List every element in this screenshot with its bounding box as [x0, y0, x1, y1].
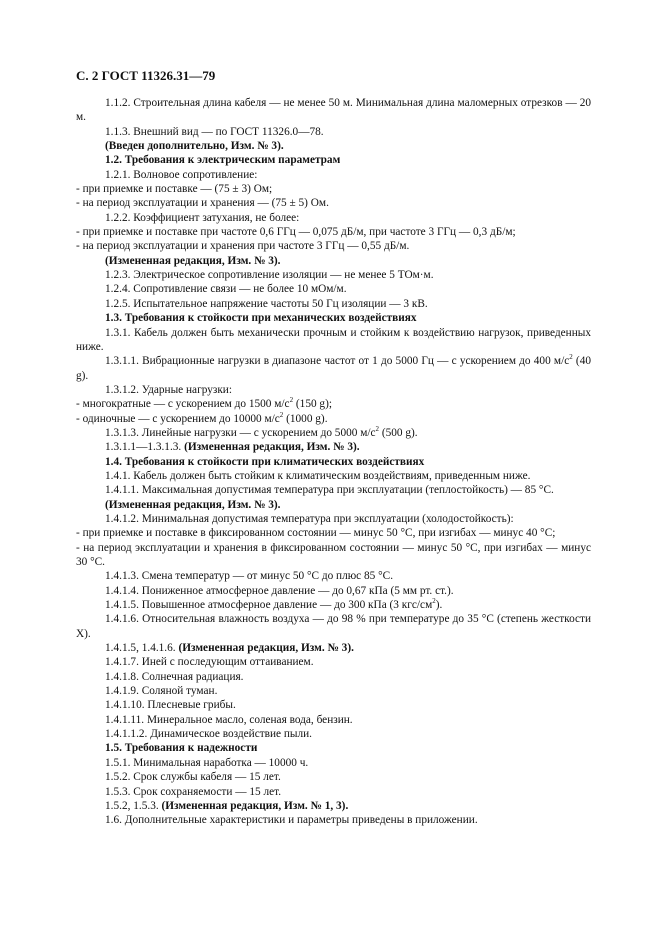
- document-body: [76, 96, 591, 828]
- clause-1-4-1-10: 1.4.1.10. Плесневые грибы.: [105, 699, 236, 712]
- clause-1-4-1-9: 1.4.1.9. Соляной туман.: [105, 685, 218, 698]
- clause-ref: 1.3.1.1—1.3.1.3.: [105, 441, 185, 454]
- clause-text: 1.3.1.1. Вибрационные нагрузки в диапазоне частот от 1 до 5000 Гц — с ускорением до 400 м/с: [105, 355, 570, 368]
- clause-1-2-1: 1.2.1. Волновое сопротивление:: [105, 168, 258, 181]
- clause-1-4-1-3: 1.4.1.3. Смена температур — от минус 50 °С до плюс 85 °С.: [105, 570, 394, 583]
- clause-1-2-3: 1.2.3. Электрическое сопротивление изоляции — не менее 5 ТОм·м.: [105, 269, 434, 282]
- clause-1-6: 1.6. Дополнительные характеристики и параметры приведены в приложении.: [105, 814, 478, 827]
- amendment-note: (Измененная редакция, Изм. № 3).: [105, 498, 281, 511]
- clause-1-3-1-2: 1.3.1.2. Ударные нагрузки:: [105, 383, 232, 396]
- list-item: - при приемке и поставке в фиксированном состоянии — минус 50 °С, при изгибах — минус 40 °С;: [76, 527, 556, 540]
- clause-1-3-1-1: [76, 354, 591, 383]
- section-heading-1-5: 1.5. Требования к надежности: [105, 742, 258, 755]
- clause-1-5-3: 1.5.3. Срок сохраняемости — 15 лет.: [105, 785, 282, 798]
- clause-1-2-4: 1.2.4. Сопротивление связи — не более 10 мОм/м.: [105, 283, 347, 296]
- clause-1-5-1: 1.5.1. Минимальная наработка — 10000 ч.: [105, 756, 309, 769]
- clause-1-4-1-1: 1.4.1.1. Максимальная допустимая температура при эксплуатации (теплостойкость) — 85 °С.: [105, 484, 554, 497]
- clause-text: 1.3.1.3. Линейные нагрузки — с ускорением до 5000 м/с: [105, 426, 376, 439]
- clause-1-1-2: 1.1.2. Строительная длина кабеля — не менее 50 м. Минимальная длина маломерных отрезков — 20 м.: [76, 97, 591, 124]
- clause-text: (150 g);: [293, 398, 332, 411]
- clause-1-3-1-3: [76, 426, 591, 440]
- clause-1-4-1-7: 1.4.1.7. Иней с последующим оттаиванием.: [105, 656, 314, 669]
- list-item: - при приемке и поставке — (75 ± 3) Ом;: [76, 183, 273, 196]
- clause-1-4-1-8: 1.4.1.8. Солнечная радиация.: [105, 670, 244, 683]
- amendment-note: (Измененная редакция, Изм. № 1, 3).: [161, 799, 349, 812]
- amendment-line: [76, 641, 591, 655]
- clause-1-4-1: 1.4.1. Кабель должен быть стойким к климатическим воздействиям, приведенным ниже.: [105, 469, 531, 482]
- clause-ref: 1.4.1.5, 1.4.1.6.: [105, 642, 179, 655]
- list-item: - на период эксплуатации и хранения при частоте 3 ГГц — 0,55 дБ/м.: [76, 240, 410, 253]
- clause-1-4-1-6: 1.4.1.6. Относительная влажность воздуха — до 98 % при температуре до 35 °С (степень жесткости X).: [76, 613, 591, 640]
- list-item: - при приемке и поставке при частоте 0,6 ГГц — 0,075 дБ/м, при частоте 3 ГГц — 0,3 дБ/м;: [76, 226, 516, 239]
- superscript: 2: [432, 597, 436, 606]
- superscript: 2: [569, 353, 573, 362]
- page-header: С. 2 ГОСТ 11326.31—79: [76, 68, 216, 83]
- clause-1-4-1-11: 1.4.1.11. Минеральное масло, соленая вода, бензин.: [105, 713, 353, 726]
- amendment-line: [76, 799, 591, 813]
- clause-1-3-1: 1.3.1. Кабель должен быть механически прочным и стойким к воздействию нагрузок, приведенных ниже.: [76, 326, 591, 353]
- clause-1-4-1-1-2: 1.4.1.1.2. Динамическое воздействие пыли.: [105, 728, 313, 741]
- section-heading-1-3: 1.3. Требования к стойкости при механических воздействиях: [105, 312, 417, 325]
- clause-1-2-5: 1.2.5. Испытательное напряжение частоты 50 Гц изоляции — 3 кВ.: [105, 297, 428, 310]
- clause-1-5-2: 1.5.2. Срок службы кабеля — 15 лет.: [105, 771, 281, 784]
- clause-text: - многократные — с ускорением до 1500 м/с: [76, 398, 290, 411]
- superscript: 2: [279, 410, 284, 419]
- amendment-line: [76, 440, 591, 454]
- clause-text: (40 g).: [76, 355, 591, 382]
- clause-1-4-1-4: 1.4.1.4. Пониженное атмосферное давление — до 0,67 кПа (5 мм рт. ст.).: [105, 584, 454, 597]
- list-item: - на период эксплуатации и хранения — (75 ± 5) Ом.: [76, 197, 329, 210]
- amendment-note: (Измененная редакция, Изм. № 3).: [178, 642, 354, 655]
- clause-1-4-1-2: 1.4.1.2. Минимальная допустимая температура при эксплуатации (холодостойкость):: [105, 512, 514, 525]
- amendment-note: (Измененная редакция, Изм. № 3).: [184, 441, 360, 454]
- list-item: [76, 412, 591, 426]
- amendment-note: (Измененная редакция, Изм. № 3).: [105, 254, 281, 267]
- clause-text: (1000 g).: [283, 412, 328, 425]
- clause-text: 1.4.1.5. Повышенное атмосферное давление — до 300 кПа (3 кгс/см: [105, 599, 433, 612]
- list-item: [76, 397, 591, 411]
- superscript: 2: [289, 396, 294, 405]
- clause-1-4-1-5: [76, 598, 591, 612]
- section-heading-1-2: 1.2. Требования к электрическим параметрам: [105, 154, 341, 167]
- section-heading-1-4: 1.4. Требования к стойкости при климатических воздействиях: [105, 455, 425, 468]
- superscript: 2: [375, 425, 380, 434]
- amendment-note: (Введен дополнительно, Изм. № 3).: [105, 140, 284, 153]
- clause-1-1-3: 1.1.3. Внешний вид — по ГОСТ 11326.0—78.: [105, 125, 324, 138]
- clause-text: - одиночные — с ускорением до 10000 м/с: [76, 412, 280, 425]
- clause-ref: 1.5.2, 1.5.3.: [105, 799, 162, 812]
- clause-text: (500 g).: [379, 426, 418, 439]
- clause-1-2-2: 1.2.2. Коэффициент затухания, не более:: [105, 211, 300, 224]
- list-item: - на период эксплуатации и хранения в фиксированном состоянии — минус 50 °С, при изгибах — минус 30 °С.: [76, 541, 591, 568]
- clause-text: ).: [435, 599, 443, 612]
